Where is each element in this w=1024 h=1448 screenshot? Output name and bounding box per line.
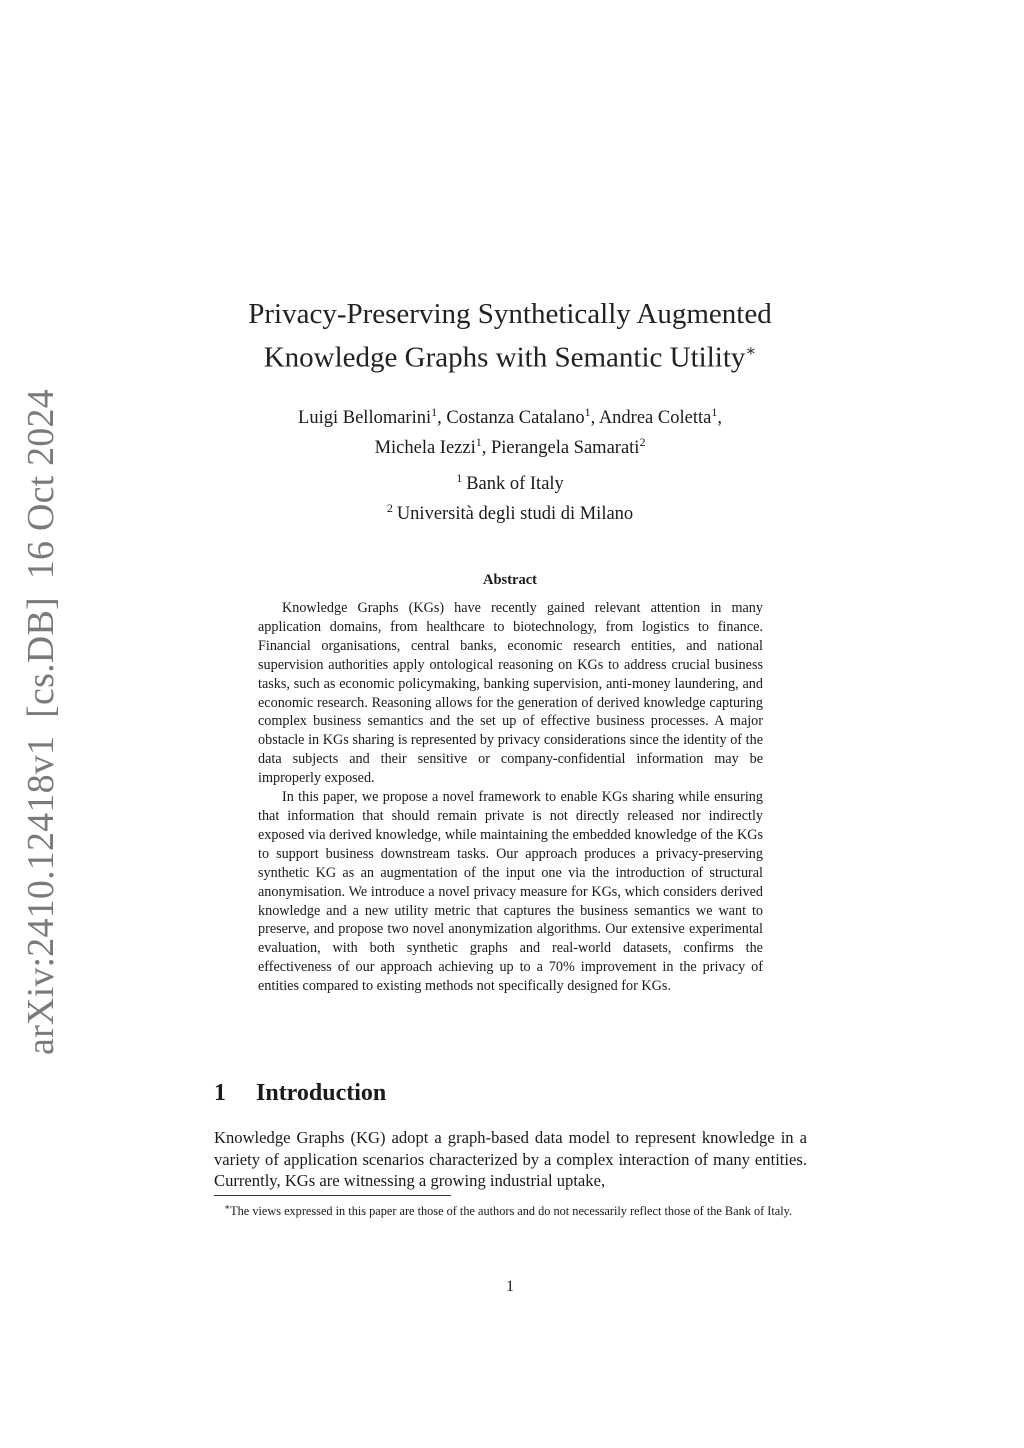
author-name: Luigi Bellomarini [298,408,432,429]
title-footnote-marker: ∗ [745,343,757,360]
affiliation-list [200,466,820,526]
arxiv-date: 16 Oct 2024 [20,389,62,580]
introduction-paragraph: Knowledge Graphs (KG) adopt a graph-based data model to represent knowledge in a variety of application scenarios characterized by a complex interaction of many entities. Currently, KGs are witnessing a growing industrial uptake, [214,1128,807,1190]
introduction-body [214,1127,807,1192]
title-line-1: Privacy-Preserving Synthetically Augmented [248,298,772,330]
author-name: Michela Iezzi [374,438,476,459]
footnote [214,1199,807,1219]
author-list [200,400,820,460]
footnote-marker: ∗ [224,1202,231,1212]
author-name: Andrea Coletta [598,408,712,429]
abstract-paragraph: In this paper, we propose a novel framework to enable KGs sharing while ensuring that information that should remain private is not directly released nor indirectly exposed via derived knowledge, while maintaining the embedded knowledge of the KGs to support business downstream tasks. Our approach produces a privacy-preserving synthetic KG as an augmentation of the input one via the introduction of structural anonymisation. We introduce a novel privacy measure for KGs, which considers derived knowledge and a new utility metric that captures the business semantics we want to preserve, and propose two novel anonymization algorithms. Our extensive experimental evaluation, with both synthetic graphs and real-world datasets, confirms the effectiveness of our approach achieving up to a 70% improvement in the privacy of entities compared to existing methods not specifically designed for KGs. [258,789,763,995]
title-line-2-text: Knowledge Graphs with Semantic Utility [263,341,746,374]
author-separator: , [590,408,599,429]
affiliation-name: Università degli studi di Milano [396,504,634,525]
affiliation-number: 1 [456,471,463,485]
abstract-heading: Abstract [483,572,537,588]
title-line-2 [200,333,820,377]
author-separator: , [437,408,447,429]
section-title: Introduction [256,1080,387,1106]
arxiv-identifier-stamp [6,389,76,1055]
affiliation-item [200,496,820,526]
author-affiliation-marker: 1 [431,405,438,419]
footnote-text: The views expressed in this paper are those of the authors and do not necessarily reflect those of the Bank of Italy. [230,1204,793,1219]
author-name: Costanza Catalano [446,408,585,429]
affiliation-number: 2 [386,501,393,516]
abstract-paragraph: Knowledge Graphs (KGs) have recently gained relevant attention in many application domains, from healthcare to biotechnology, from logistics to finance. Financial organisations, central banks, economic research entities, and national supervision authorities apply ontological reasoning on KGs to address crucial business tasks, such as economic policymaking, banking supervision, anti-money laundering, and economic research. Reasoning allows for the generation of derived knowledge capturing complex business semantics and the set up of effective business processes. A major obstacle in KGs sharing is represented by privacy considerations since the identity of the data subjects and their sensitive or company-confidential information may be improperly exposed. [258,600,763,787]
author-line-1 [200,400,820,430]
author-separator: , [717,408,722,429]
affiliation-item [200,466,820,496]
footnote-divider [214,1195,451,1196]
author-separator: , [481,438,491,459]
section-heading [214,1080,386,1107]
abstract-body [258,599,763,996]
author-affiliation-marker: 2 [639,435,646,450]
page-number: 1 [506,1278,514,1295]
arxiv-id: arXiv:2410.12418v1 [20,735,62,1055]
affiliation-name: Bank of Italy [466,474,564,495]
arxiv-category: [cs.DB] [20,597,62,718]
paper-title [200,295,820,377]
author-name: Pierangela Samarati [490,438,640,459]
author-line-2 [200,430,820,460]
author-affiliation-marker: 1 [475,435,482,450]
author-affiliation-marker: 1 [711,405,718,419]
author-affiliation-marker: 1 [584,405,591,419]
section-number: 1 [214,1080,226,1106]
